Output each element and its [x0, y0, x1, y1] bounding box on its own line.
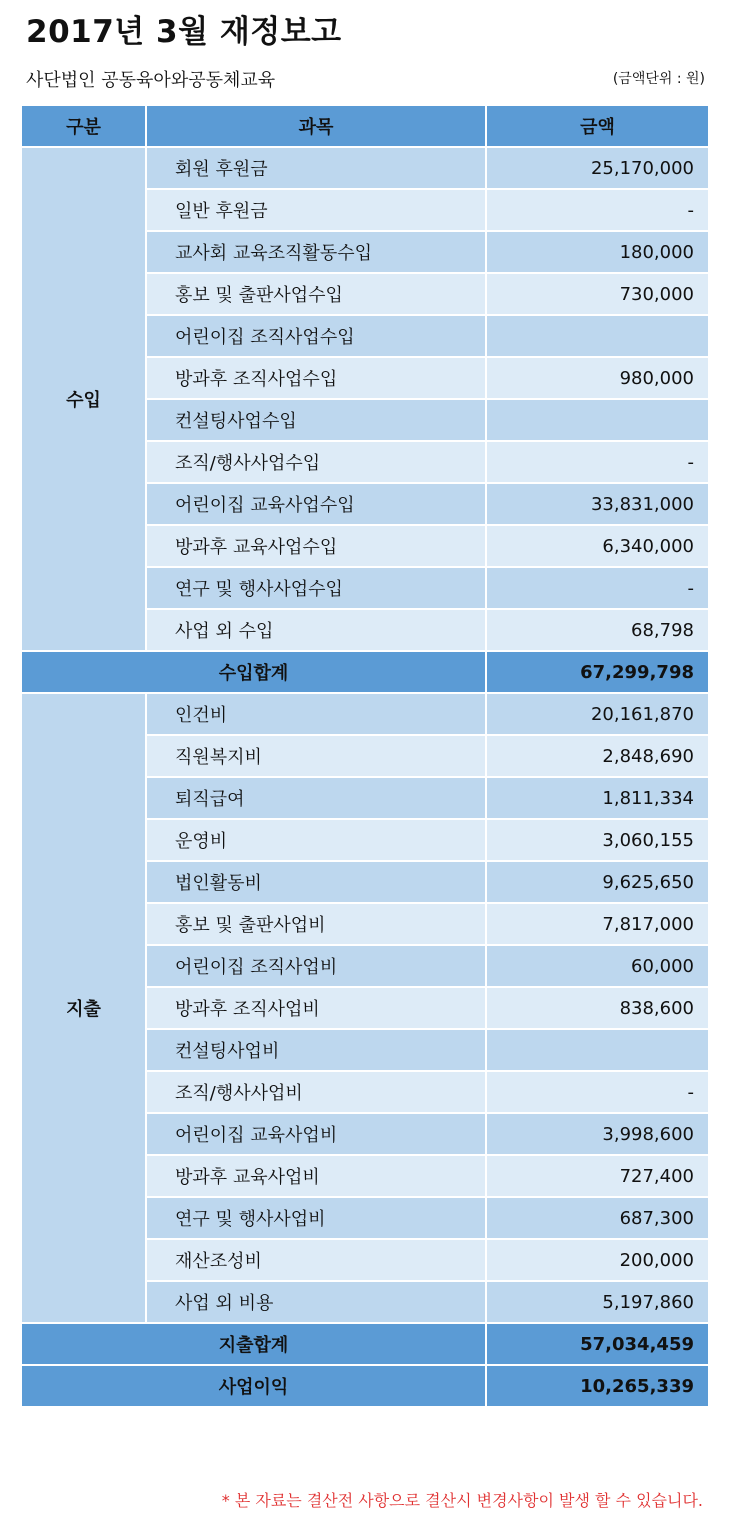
row-amount: 3,998,600 — [486, 1113, 709, 1155]
amount-unit-note: (금액단위 : 원) — [612, 71, 705, 87]
row-item-name: 컨설팅사업비 — [146, 1029, 486, 1071]
row-amount: 33,831,000 — [486, 483, 709, 525]
profit-label: 사업이익 — [21, 1365, 486, 1407]
row-item-name: 어린이집 조직사업수입 — [146, 315, 486, 357]
row-amount: 5,197,860 — [486, 1281, 709, 1323]
row-item-name: 법인활동비 — [146, 861, 486, 903]
row-amount: 727,400 — [486, 1155, 709, 1197]
row-item-name: 어린이집 조직사업비 — [146, 945, 486, 987]
row-item-name: 어린이집 교육사업수입 — [146, 483, 486, 525]
header-category: 구분 — [21, 105, 146, 147]
finance-table — [20, 104, 710, 1408]
row-item-name: 방과후 조직사업수입 — [146, 357, 486, 399]
row-item-name: 방과후 교육사업비 — [146, 1155, 486, 1197]
row-item-name: 컨설팅사업수입 — [146, 399, 486, 441]
expense-total-label: 지출합계 — [21, 1323, 486, 1365]
row-amount: 180,000 — [486, 231, 709, 273]
row-item-name: 직원복지비 — [146, 735, 486, 777]
row-amount: 20,161,870 — [486, 693, 709, 735]
expense-total-row — [21, 1323, 709, 1365]
profit-row — [21, 1365, 709, 1407]
income-total-row — [21, 651, 709, 693]
row-amount: 980,000 — [486, 357, 709, 399]
profit-amount: 10,265,339 — [486, 1365, 709, 1407]
row-amount: 60,000 — [486, 945, 709, 987]
row-item-name: 방과후 조직사업비 — [146, 987, 486, 1029]
table-row — [21, 693, 709, 735]
expense-total-amount: 57,034,459 — [486, 1323, 709, 1365]
row-item-name: 사업 외 수입 — [146, 609, 486, 651]
row-item-name: 사업 외 비용 — [146, 1281, 486, 1323]
row-item-name: 운영비 — [146, 819, 486, 861]
expense-category-label: 지출 — [21, 693, 146, 1323]
row-amount — [486, 399, 709, 441]
row-item-name: 교사회 교육조직활동수입 — [146, 231, 486, 273]
report-title: 2017년 3월 재정보고 — [26, 14, 342, 50]
row-amount: 838,600 — [486, 987, 709, 1029]
header-item: 과목 — [146, 105, 486, 147]
row-item-name: 인건비 — [146, 693, 486, 735]
row-item-name: 방과후 교육사업수입 — [146, 525, 486, 567]
row-amount: 730,000 — [486, 273, 709, 315]
row-amount — [486, 1029, 709, 1071]
row-item-name: 연구 및 행사사업수입 — [146, 567, 486, 609]
row-amount: - — [486, 189, 709, 231]
table-header-row — [21, 105, 709, 147]
row-item-name: 회원 후원금 — [146, 147, 486, 189]
row-item-name: 일반 후원금 — [146, 189, 486, 231]
row-item-name: 홍보 및 출판사업수입 — [146, 273, 486, 315]
row-amount: 9,625,650 — [486, 861, 709, 903]
row-amount: 2,848,690 — [486, 735, 709, 777]
row-amount: - — [486, 567, 709, 609]
header-amount: 금액 — [486, 105, 709, 147]
income-total-amount: 67,299,798 — [486, 651, 709, 693]
row-amount: - — [486, 441, 709, 483]
row-amount: 687,300 — [486, 1197, 709, 1239]
income-category-label: 수입 — [21, 147, 146, 651]
row-amount: 6,340,000 — [486, 525, 709, 567]
footnote: * 본 자료는 결산전 사항으로 결산시 변경사항이 발생 할 수 있습니다. — [221, 1491, 703, 1510]
table-row — [21, 147, 709, 189]
row-amount: - — [486, 1071, 709, 1113]
row-amount: 68,798 — [486, 609, 709, 651]
organization-name: 사단법인 공동육아와공동체교육 — [26, 70, 276, 91]
row-amount: 1,811,334 — [486, 777, 709, 819]
row-amount — [486, 315, 709, 357]
row-item-name: 조직/행사사업비 — [146, 1071, 486, 1113]
row-item-name: 퇴직급여 — [146, 777, 486, 819]
table-body — [21, 147, 709, 1407]
row-item-name: 홍보 및 출판사업비 — [146, 903, 486, 945]
row-amount: 200,000 — [486, 1239, 709, 1281]
row-amount: 25,170,000 — [486, 147, 709, 189]
row-item-name: 연구 및 행사사업비 — [146, 1197, 486, 1239]
row-item-name: 어린이집 교육사업비 — [146, 1113, 486, 1155]
income-total-label: 수입합계 — [21, 651, 486, 693]
row-amount: 7,817,000 — [486, 903, 709, 945]
row-item-name: 재산조성비 — [146, 1239, 486, 1281]
row-amount: 3,060,155 — [486, 819, 709, 861]
row-item-name: 조직/행사사업수입 — [146, 441, 486, 483]
